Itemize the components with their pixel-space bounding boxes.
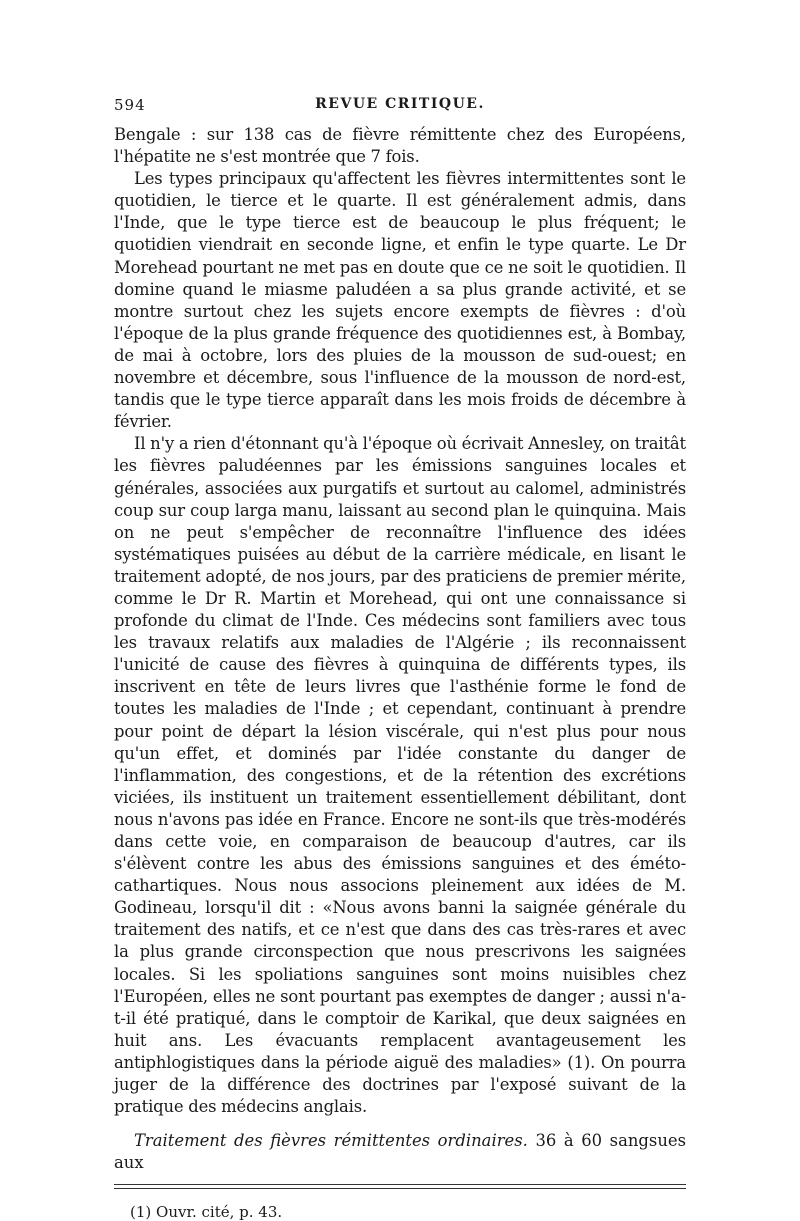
page-header bbox=[114, 96, 686, 120]
subsection-title: Traitement des fièvres rémittentes ordinaires. bbox=[134, 1131, 528, 1151]
running-title: REVUE CRITIQUE. bbox=[315, 96, 485, 112]
paragraph-1: Bengale : sur 138 cas de fièvre rémittente chez des Européens, l'hépatite ne s'est montrée que 7 fois. bbox=[114, 125, 686, 167]
body-text bbox=[114, 124, 686, 1118]
subsection-text: 36 à 60 sangsues aux bbox=[114, 1131, 686, 1173]
page-number: 594 bbox=[114, 96, 146, 114]
paragraph-2: Les types principaux qu'affectent les fièvres intermittentes sont le quotidien, le tierce et le quarte. Il est généralement admis, dans l'Inde, que le type tierce est de beaucoup le plus fréquent; le quotidien viendrait en seconde ligne, et enfin le type quarte. Le Dr Morehead pourtant ne met pas en doute que ce ne soit le quotidien. Il domine quand le miasme paludéen a sa plus grande activité, et se montre surtout chez les sujets encore exempts de fièvres : d'où l'époque de la plus grande fréquence des quotidiennes est, à Bombay, de mai à octobre, lors des pluies de la mousson de sud-ouest; en novembre et décembre, sous l'influence de la mousson de nord-est, tandis que le type tierce apparaît dans les mois froids de décembre à février. bbox=[114, 169, 686, 432]
subsection-start bbox=[114, 1130, 686, 1174]
paragraph-3: Il n'y a rien d'étonnant qu'à l'époque où écrivait Annesley, on traitât les fièvres paludéennes par les émissions sanguines locales et générales, associées aux purgatifs et surtout au calomel, administrés coup sur coup larga manu, laissant au second plan le quinquina. Mais on ne peut s'empêcher de reconnaître l'influence des idées systématiques puisées au début de la carrière médicale, en lisant le traitement adopté, de nos jours, par des praticiens de premier mérite, comme le Dr R. Martin et Morehead, qui ont une connaissance si profonde du climat de l'Inde. Ces médecins sont familiers avec tous les travaux relatifs aux maladies de l'Algérie ; ils reconnaissent l'unicité de cause des fièvres à quinquina de différents types, ils inscrivent en tête de leurs livres que l'asthénie forme le fond de toutes les maladies de l'Inde ; et cependant, continuant à prendre pour point de départ la lésion viscérale, qui n'est plus pour nous qu'un effet, et dominés par l'idée constante du danger de l'inflammation, des congestions, et de la rétention des excrétions viciées, ils instituent un traitement essentiellement débilitant, dont nous n'avons pas idée en France. Encore ne sont-ils que très-modérés dans cette voie, en comparaison de beaucoup d'autres, car ils s'élèvent contre les abus des émissions sanguines et des émétо-cathartiques. Nous nous associons pleinement aux idées de M. Godineau, lorsqu'il dit : «Nous avons banni la saignée générale du traitement des natifs, et ce n'est que dans des cas très-rares et avec la plus grande circonspection que nous prescrivons les saignées locales. Si les spoliations sanguines sont moins nuisibles chez l'Européen, elles ne sont pourtant pas exemptes de danger ; aussi n'a-t-il été pratiqué, dans le comptoir de Karikal, que deux saignées en huit ans. Les évacuants remplacent avantageusement les antiphlogistiques dans la période aiguë des maladies» (1). On pourra juger de la différence des doctrines par l'exposé suivant de la pratique des médecins anglais. bbox=[114, 434, 686, 1117]
footnote-separator bbox=[114, 1184, 686, 1189]
footnote: (1) Ouvr. cité, p. 43. bbox=[130, 1203, 283, 1221]
document-page bbox=[114, 96, 686, 1221]
